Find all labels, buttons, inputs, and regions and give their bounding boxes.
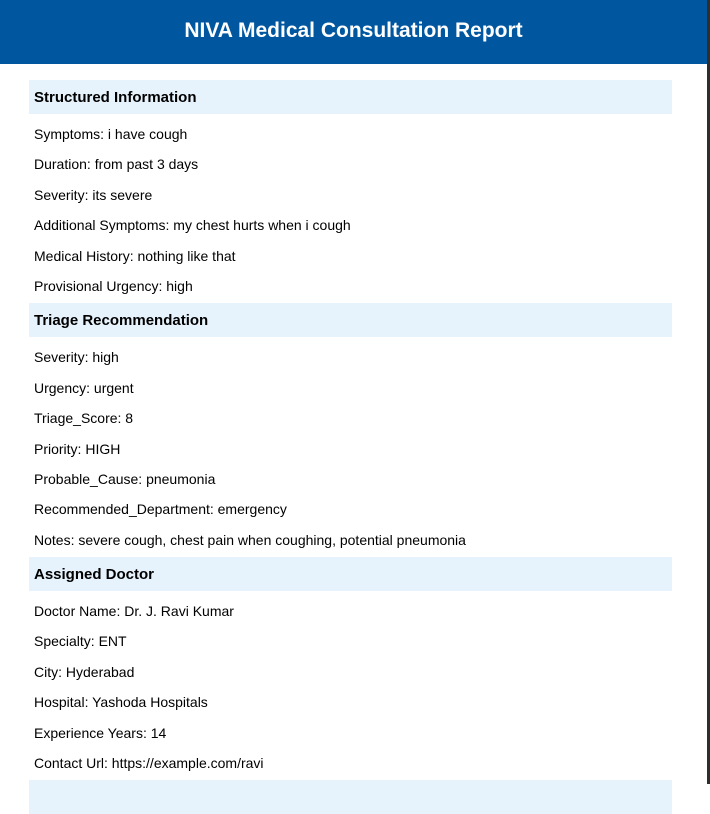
doctor-row: Doctor Name: Dr. J. Ravi Kumar — [34, 603, 234, 620]
info-row: Additional Symptoms: my chest hurts when i cough — [34, 217, 351, 234]
triage-row: Triage_Score: 8 — [34, 410, 134, 427]
doctor-row: Specialty: ENT — [34, 633, 127, 650]
info-row: Medical History: nothing like that — [34, 247, 236, 264]
report-title: NIVA Medical Consultation Report — [184, 19, 523, 42]
next-section-heading — [29, 780, 672, 814]
doctor-row: Hospital: Yashoda Hospitals — [34, 694, 208, 711]
doctor-row: Experience Years: 14 — [34, 724, 167, 741]
info-row: Duration: from past 3 days — [34, 156, 199, 173]
triage-row: Severity: high — [34, 349, 119, 366]
triage-row: Notes: severe cough, chest pain when coughing, potential pneumonia — [34, 531, 466, 548]
info-row: Provisional Urgency: high — [34, 277, 193, 294]
triage-row: Probable_Cause: pneumonia — [34, 470, 216, 487]
section-heading: Triage Recommendation — [29, 303, 672, 337]
report-content — [29, 80, 672, 814]
doctor-contact-url[interactable]: Contact Url: https://example.com/ravi — [34, 755, 264, 772]
section-assigned-doctor — [29, 557, 672, 778]
info-row: Symptoms: i have cough — [34, 126, 188, 142]
triage-row: Priority: HIGH — [34, 440, 121, 457]
triage-row: Recommended_Department: emergency — [34, 501, 287, 518]
section-structured-information — [29, 80, 672, 301]
triage-row: Urgency: urgent — [34, 379, 134, 396]
section-heading: Structured Information — [29, 80, 672, 114]
info-row: Severity: its severe — [34, 186, 153, 203]
doctor-row: City: Hyderabad — [34, 663, 135, 680]
report-header — [0, 0, 707, 64]
section-triage-recommendation — [29, 303, 672, 555]
section-heading: Assigned Doctor — [29, 557, 672, 591]
